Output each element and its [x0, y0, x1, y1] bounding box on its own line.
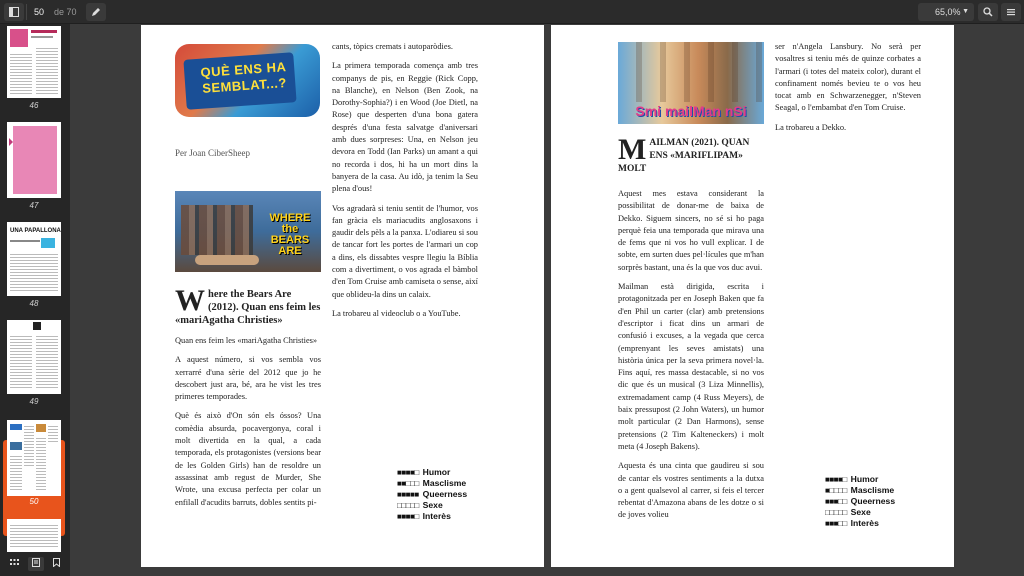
grid-view-button[interactable]: [6, 557, 22, 571]
article-paragraph: Què és això d'On són els óssos? Una comèdia absurda, pocavergonya, coral i molt divertida en la qual, a cada temporada, els protagonistes (versions bear de les Golden Girls) han de resoldre un assassinat amb regust de Murder, She Wrote, una excusa perfecta per colar un enfilall d'acudits barruts, dobles sentits pi-: [175, 411, 321, 507]
article-title: [175, 284, 321, 327]
pencil-icon: [91, 7, 101, 17]
thumbnail-label: 46: [29, 101, 39, 110]
rating-row: ■■■□□ Queerness: [825, 496, 896, 506]
sidebar-toggle-button[interactable]: [4, 3, 24, 21]
chevron-down-icon: ▼: [962, 8, 969, 15]
thumbnail-label: 48: [29, 299, 39, 308]
toolbar: [0, 0, 1024, 24]
photo-overlay-text: WHERE the BEARS ARE: [269, 212, 311, 257]
search-button[interactable]: [978, 3, 998, 21]
thumbnail-label: 47: [29, 201, 39, 210]
article-title-text: AILMAN (2021). QUAN ENS «MARIFLIPAM» MOLT: [618, 138, 750, 174]
article-title: [618, 133, 764, 176]
sidebar-icon: [9, 7, 19, 17]
article-paragraph: Aquest mes estava considerant la possibilitat de donar-me de baixa de Dekko. Siguem sincers, no sé si ho paga perquè feia una temporada que mirava una de fems que ni vos ho vull explicar. I de sobte, em surten dues pel·lícules que m'han sorprès bastant, una és la que vos duc avui.: [618, 189, 764, 272]
banner-image: [175, 44, 320, 117]
rating-row: ■■■■□ Humor: [825, 474, 879, 484]
article-paragraph: Mailman està dirigida, escrita i protagonitzada per en Joseph Baken que fa d'en Phil un carter (clar) amb pretensions d'escriptor i ficat dins un armari de confusió i excuses, a la vegada que cerca (emprenyant les seves amistats) una història única per la seva primera novel·la. Fins aquí, res massa destacable, si no vos dic que és un musical (3 Liza Minnellis), extremadament camp (4 Russ Meyers), de baix pressupost (2 John Waters), un humor molt particular (2 Dan Harmons), sense pretensions (2 Tim Kalteneckers) i molt meta (4 Joseph Bakens).: [618, 282, 764, 451]
thumbnail-sidebar: [0, 24, 70, 576]
document-viewer[interactable]: [70, 24, 1024, 576]
article-paragraph: La trobareu a Dekko.: [775, 122, 847, 132]
article-paragraph: Aquesta és una cinta que gaudireu si sou de cantar els vostres sentiments a la dutxa o a gent qualsevol al carrer, si feis el tercer rebentat d'Amazona abans de les dotze o si de joves volieu: [618, 461, 764, 520]
page-left: [141, 25, 544, 567]
article-paragraph: Vos agradarà si teniu sentit de l'humor, vos fan gràcia els mariacudits anglosaxons i gaudir dels pèls a la panxa. L'odiareu si sou de tancar fort les portes de l'armari un cop a dins, els dissabtes vespre llegiu la Bíblia com a divertiment, o vos agrada el bàmbol d'en Tom Cruise amb camiseta o sense, així que oblideu-la dins un calaix.: [332, 203, 478, 299]
rating-row: ■■■■□ Interès: [397, 511, 451, 521]
article-title-text: here the Bears Are (2012). Quan ens feim les «mariAgatha Christies»: [175, 289, 321, 326]
thumbnail-page-50[interactable]: [7, 420, 61, 496]
drop-cap: M: [618, 133, 647, 166]
rating-row: □□□□□ Sexe: [825, 507, 871, 517]
article-column-2: [332, 41, 478, 327]
thumbnail-label: 49: [29, 397, 39, 406]
search-icon: [983, 7, 993, 17]
ratings-box: [825, 474, 895, 529]
page-number-input[interactable]: 50: [33, 7, 44, 17]
divider: [26, 4, 27, 20]
rating-row: □□□□□ Sexe: [397, 500, 443, 510]
poster-text: Smi mailMan nSi: [635, 103, 747, 119]
poster-image: [618, 42, 764, 124]
document-icon: [32, 558, 40, 567]
show-photo: [175, 191, 321, 272]
rating-row: ■□□□□ Masclisme: [825, 485, 895, 495]
article-paragraph: La primera temporada comença amb tres companys de pis, en Reggie (Rick Copp, na Blanche), en Nelson (Ben Zook, na Dorothy-Sophia?) i en Wood (Joe Dietl, na Rose) que desperten d'una bona gatera després d'una festa salvatge d'aniversari amb dues sorpreses: Una, en Nelson jeu devora en Todd (Ian Parks) un amant a qui no recorda i dos, hi ha un mort dins la banyera de la casa. Au idò, ja tenim la Seu plena d'ous!: [332, 61, 478, 194]
page-right: [551, 25, 954, 567]
bookmark-icon: [53, 558, 60, 567]
article-paragraph: La trobareu al videoclub o a YouTube.: [332, 308, 461, 318]
drop-cap: W: [175, 284, 205, 317]
menu-button[interactable]: [1001, 3, 1021, 21]
rating-row: ■■□□□ Masclisme: [397, 478, 467, 488]
article-paragraph: cants, tòpics cremats i autoparòdies.: [332, 42, 453, 51]
menu-icon: [1006, 7, 1016, 17]
annotate-button[interactable]: [86, 3, 106, 21]
article-paragraph: A aquest número, si vos sembla vos xerrarré d'una sèrie del 2012 que jo he descobert just ara, bé, ara he vist les tres primeres temporades.: [175, 355, 321, 402]
article-column-1: [618, 133, 764, 529]
thumbnail-label: 50: [29, 497, 39, 506]
sidebar-footer: [0, 552, 70, 576]
article-column-1: [175, 284, 321, 516]
article-paragraph: Quan ens feim les «mariAgatha Christies»: [175, 336, 318, 345]
article-paragraph: ser n'Angela Lansbury. No serà per vosaltres si teniu més de quinze corbates a l'armari (i totes del mateix color), durant el confinament només bevieu te o vos heu tocat amb en Schwarzenegger, n'Steven Seagal, o l'embambat d'en Tom Cruise.: [775, 42, 921, 113]
byline: Per Joan CiberSheep: [175, 148, 250, 158]
article-column-2: [775, 41, 921, 141]
rating-row: ■■■□□ Interès: [825, 518, 879, 528]
thumbnail-page-46[interactable]: [7, 26, 61, 98]
bookmarks-button[interactable]: [48, 557, 64, 571]
page-count: de 70: [54, 7, 77, 17]
thumbnail-page-51[interactable]: [7, 519, 61, 553]
ratings-box: [397, 467, 467, 522]
thumbnail-page-48[interactable]: UNA PAPALLONA: [7, 222, 61, 296]
rating-row: ■■■■■ Queerness: [397, 489, 468, 499]
grid-icon: [10, 558, 19, 567]
banner-text: QUÈ ENS HA SEMBLAT...?: [200, 59, 288, 96]
thumbnail-page-47[interactable]: [7, 122, 61, 198]
outline-button[interactable]: [28, 557, 44, 571]
rating-row: ■■■■□ Humor: [397, 467, 451, 477]
zoom-value: 65,0%: [935, 7, 961, 17]
thumbnail-page-49[interactable]: [7, 320, 61, 394]
zoom-select[interactable]: [918, 3, 974, 21]
